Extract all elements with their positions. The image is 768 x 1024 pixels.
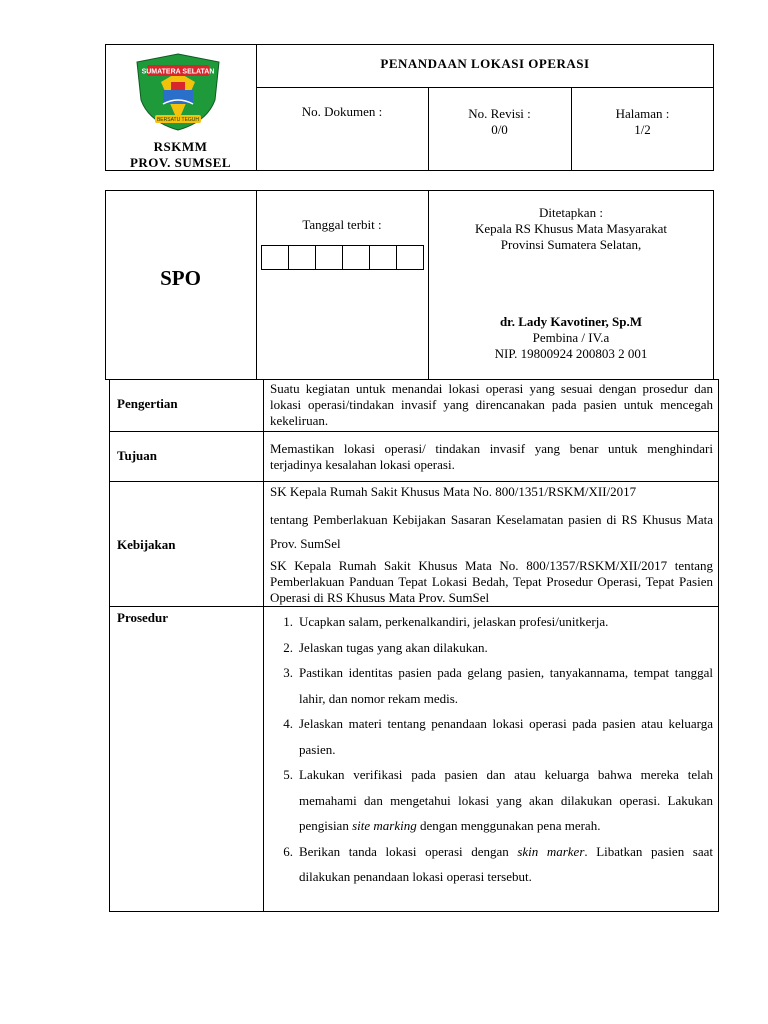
kebijakan-paragraph-2: SK Kepala Rumah Sakit Khusus Mata No. 800/1357/RSKM/XII/2017 tentang Pemberlakuan Panduan Tepat Lokasi Bedah, Tepat Prosedur Operasi, Tepat Pasien Operasi di RS Khusus Mata Prov. SumSel (270, 558, 713, 605)
revision-value: 0/0 (491, 122, 508, 137)
signer-name: dr. Lady Kavotiner, Sp.M (499, 314, 643, 329)
kebijakan-label: Kebijakan (117, 537, 176, 552)
step-number: 2. (283, 639, 293, 655)
step-number: 4. (283, 716, 293, 731)
org-name-line2: PROV. SUMSEL (129, 155, 232, 170)
list-item (273, 711, 713, 762)
step-text-part: . Libatkan pasien saat dilakukan penandaan lokasi operasi tersebut. (299, 843, 713, 884)
list-item (273, 762, 713, 839)
step-text: Jelaskan materi tentang penandaan lokasi operasi pada pasien atau keluarga pasien. (299, 716, 713, 757)
page-label: Halaman : (615, 106, 670, 121)
issue-date-boxes (261, 245, 426, 270)
date-box (261, 245, 289, 270)
step-text-part: Lakukan verifikasi pada pasien dan atau keluarga bahwa mereka telah memahami dan mengetahui lokasi yang akan dilakukan operasi. Lakukan pengisian (299, 767, 713, 833)
signer-nip: NIP. 19800924 200803 2 001 (494, 346, 648, 361)
step-text-part: dengan menggunakan pena merah. (416, 818, 601, 833)
date-box (396, 245, 424, 270)
prosedur-label: Prosedur (117, 610, 169, 625)
org-name-line1: RSKMM (153, 139, 208, 154)
step-text-part: Berikan tanda lokasi operasi dengan (299, 843, 518, 859)
content-divider (109, 606, 719, 607)
kebijakan-paragraph-1a: SK Kepala Rumah Sakit Khusus Mata No. 800/1351/RSKM/XII/2017 (270, 484, 637, 499)
step-text-italic: site marking (352, 818, 417, 833)
step-text-italic: skin marker (517, 843, 585, 859)
province-emblem-logo (133, 52, 223, 132)
step-text (299, 839, 713, 890)
revision-label: No. Revisi : (468, 106, 531, 121)
tujuan-label: Tujuan (117, 448, 157, 463)
pengertian-label: Pengertian (117, 396, 178, 411)
approval-line2: Kepala RS Khusus Mata Masyarakat (474, 221, 668, 236)
kebijakan-paragraph-1b: tentang Pemberlakuan Kebijakan Sasaran Keselamatan pasien di RS Khusus Mata Prov. SumSel (270, 512, 713, 551)
header-divider (256, 87, 714, 88)
signer-rank: Pembina / IV.a (532, 330, 610, 345)
content-divider (109, 481, 719, 482)
page-value: 1/2 (634, 122, 651, 137)
date-box (288, 245, 316, 270)
list-item (273, 839, 713, 890)
step-text: Jelaskan tugas yang akan dilakukan. (299, 639, 488, 655)
date-box (369, 245, 397, 270)
content-divider (109, 431, 719, 432)
list-item (273, 635, 713, 661)
date-box (342, 245, 370, 270)
approval-line1: Ditetapkan : (539, 205, 603, 220)
list-item (273, 660, 713, 711)
issue-date-label: Tanggal terbit : (302, 217, 382, 232)
document-title: PENANDAAN LOKASI OPERASI (380, 56, 590, 71)
tujuan-text: Memastikan lokasi operasi/ tindakan invasif yang benar untuk menghindari terjadinya kesalahan lokasi operasi. (270, 441, 713, 472)
list-item (273, 609, 713, 635)
step-number: 6. (283, 843, 293, 859)
step-text (299, 762, 713, 839)
content-divider (263, 379, 264, 912)
spo-label: SPO (160, 266, 201, 290)
document-number-label: No. Dokumen : (301, 104, 383, 119)
step-number: 3. (283, 665, 293, 680)
step-text: Pastikan identitas pasien pada gelang pasien, tanyakannama, tempat tanggal lahir, dan nomor rekam medis. (299, 665, 713, 706)
svg-text:BERSATU TEGUH: BERSATU TEGUH (156, 117, 200, 123)
date-box (315, 245, 343, 270)
approval-line3: Provinsi Sumatera Selatan, (500, 237, 642, 252)
step-number: 5. (283, 767, 293, 782)
step-text: Ucapkan salam, perkenalkandiri, jelaskan profesi/unitkerja. (299, 614, 609, 629)
pengertian-text: Suatu kegiatan untuk menandai lokasi operasi yang sesuai dengan prosedur dan lokasi operasi/tindakan invasif yang direncanakan pada pasien untuk mencegah kekeliruan. (270, 381, 713, 428)
prosedur-steps (273, 609, 713, 890)
step-number: 1. (283, 614, 293, 629)
svg-text:SUMATERA SELATAN: SUMATERA SELATAN (141, 68, 215, 76)
